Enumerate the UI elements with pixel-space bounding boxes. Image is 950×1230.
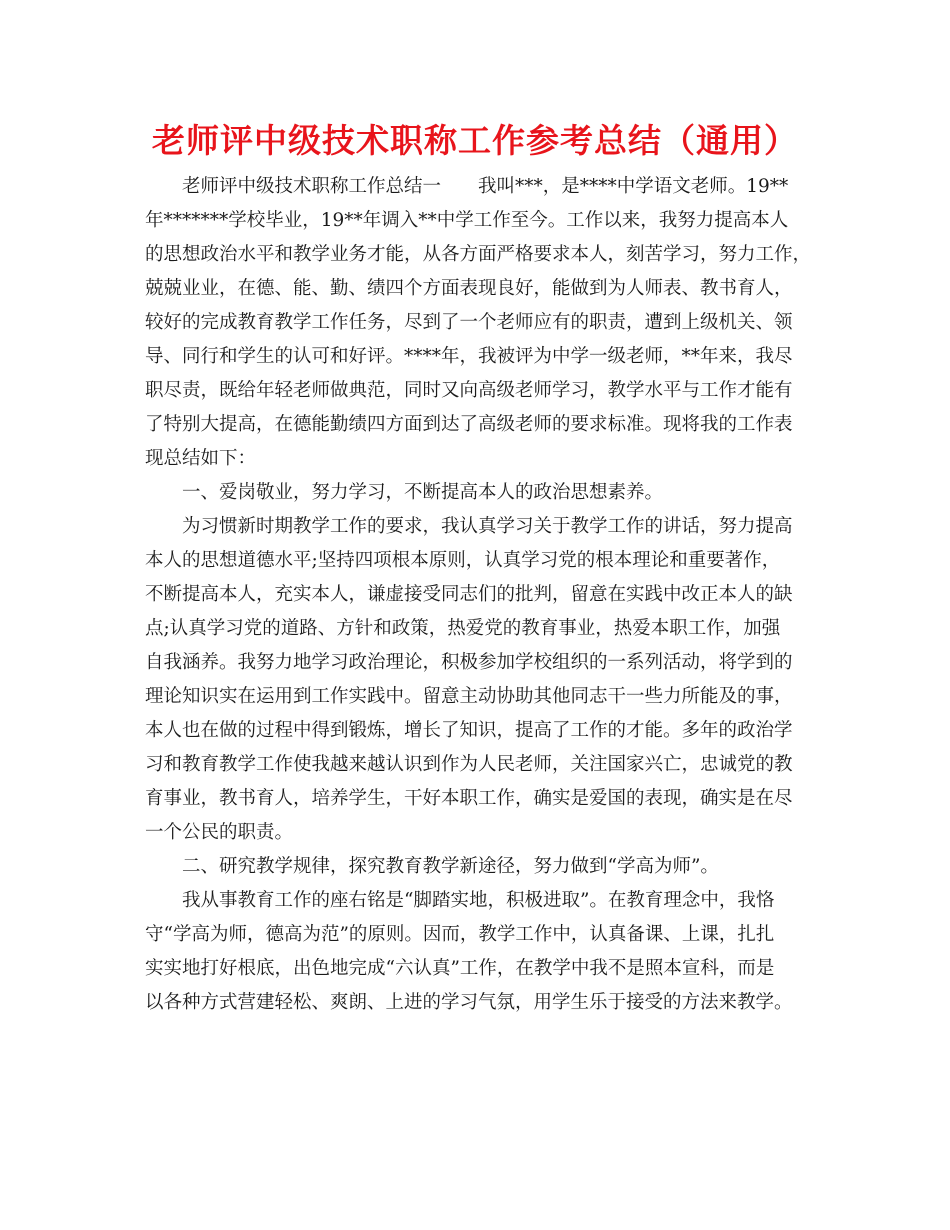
paragraph-line: 本人也在做的过程中得到锻炼，增长了知识，提高了工作的才能。多年的政治学 — [145, 720, 793, 741]
paragraph-line: 点;认真学习党的道路、方针和政策，热爱党的教育事业，热爱本职工作，加强 — [145, 618, 781, 639]
paragraph-line: 实实地打好根底，出色地完成“六认真”工作，在教学中我不是照本宣科，而是 — [145, 958, 775, 979]
section-heading: 二、研究教学规律，探究教育教学新途径，努力做到“学高为师”。 — [145, 856, 719, 877]
paragraph-line: 的思想政治水平和教学业务才能，从各方面严格要求本人，刻苦学习，努力工作， — [145, 244, 812, 265]
paragraph-line: 一个公民的职责。 — [145, 822, 294, 843]
paragraph-line: 现总结如下： — [145, 448, 257, 469]
paragraph-line: 兢兢业业，在德、能、勤、绩四个方面表现良好，能做到为人师表、教书育人， — [145, 278, 793, 299]
paragraph-line: 本人的思想道德水平;坚持四项根本原则，认真学习党的根本理论和重要著作， — [145, 550, 781, 571]
paragraph-line: 职尽责，既给年轻老师做典范，同时又向高级老师学习，教学水平与工作才能有 — [145, 380, 793, 401]
paragraph-line: 自我涵养。我努力地学习政治理论，积极参加学校组织的一系列活动，将学到的 — [145, 652, 793, 673]
paragraph-line: 以各种方式营建轻松、爽朗、上进的学习气氛，用学生乐于接受的方法来教学。 — [145, 992, 793, 1013]
paragraph-line: 为习惯新时期教学工作的要求，我认真学习关于教学工作的讲话，努力提高 — [145, 516, 793, 537]
paragraph-line: 育事业，教书育人，培养学生，干好本职工作，确实是爱国的表现，确实是在尽 — [145, 788, 793, 809]
paragraph-line: 老师评中级技术职称工作总结一 我叫***，是****中学语文老师。19** — [145, 176, 789, 197]
paragraph-line: 守“学高为师，德高为范”的原则。因而，教学工作中，认真备课、上课，扎扎 — [145, 924, 775, 945]
paragraph-line: 不断提高本人，充实本人，谦虚接受同志们的批判，留意在实践中改正本人的缺 — [145, 584, 793, 605]
paragraph-line: 习和教育教学工作使我越来越认识到作为人民老师，关注国家兴亡，忠诚党的教 — [145, 754, 793, 775]
document-title: 老师评中级技术职称工作参考总结（通用） — [152, 121, 798, 160]
section-heading: 一、爱岗敬业，努力学习，不断提高本人的政治思想素养。 — [145, 482, 664, 503]
paragraph-line: 较好的完成教育教学工作任务，尽到了一个老师应有的职责，遭到上级机关、领 — [145, 312, 793, 333]
document-body — [145, 170, 813, 1020]
paragraph-line: 我从事教育工作的座右铭是“脚踏实地，积极进取”。在教育理念中，我恪 — [145, 890, 775, 911]
paragraph-line: 年*******学校毕业，19**年调入**中学工作至今。工作以来，我努力提高本人 — [145, 210, 789, 231]
paragraph-line: 导、同行和学生的认可和好评。****年，我被评为中学一级老师，**年来，我尽 — [145, 346, 793, 367]
paragraph-line: 了特别大提高，在德能勤绩四方面到达了高级老师的要求标准。现将我的工作表 — [145, 414, 793, 435]
paragraph-line: 理论知识实在运用到工作实践中。留意主动协助其他同志干一些力所能及的事， — [145, 686, 793, 707]
